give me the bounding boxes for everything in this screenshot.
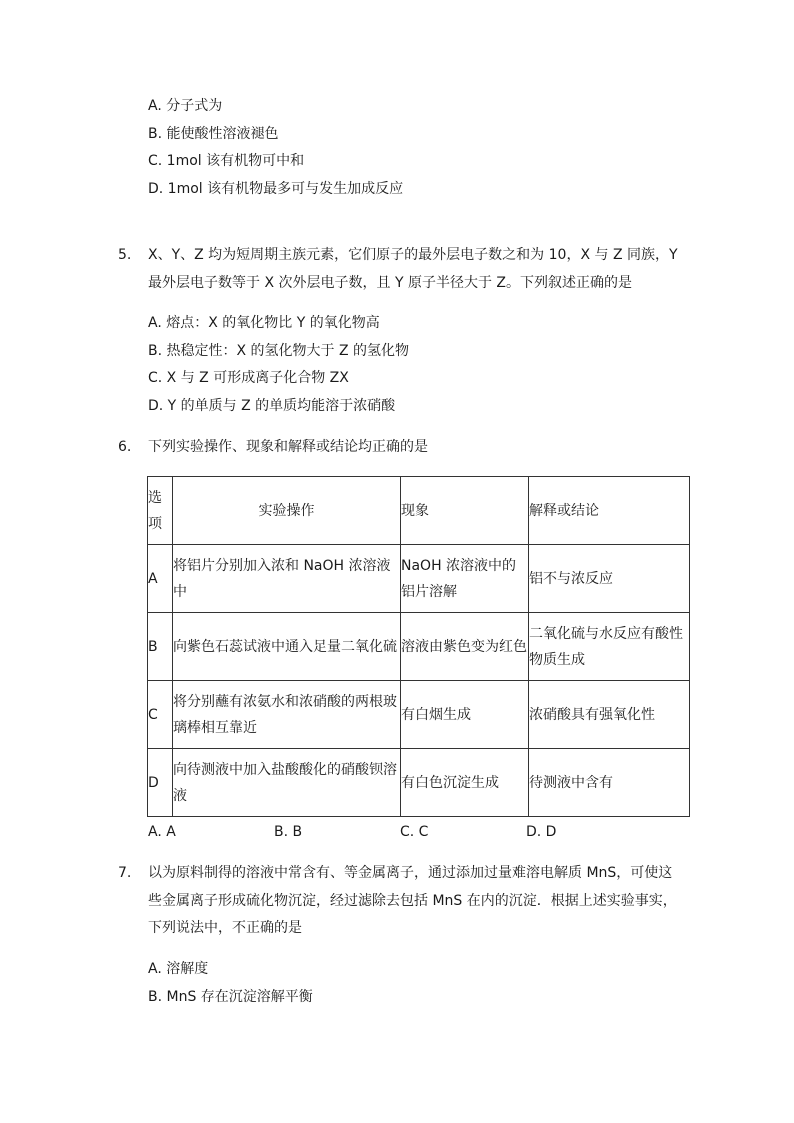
q5-option-c: C. X 与 Z 可形成离子化合物 ZX: [148, 370, 349, 386]
row-operation: 向待测液中加入盐酸酸化的硝酸钡溶液: [173, 749, 401, 817]
q7-option-a: A. 溶解度: [148, 961, 209, 977]
row-operation: 向紫色石蕊试液中通入足量二氧化硫: [173, 613, 401, 681]
row-conclusion: 待测液中含有: [529, 749, 690, 817]
q5-stem-line1: X、Y、Z 均为短周期主族元素，它们原子的最外层电子数之和为 10，X 与 Z 同族，Y: [148, 247, 678, 263]
q4-option-a: A. 分子式为: [148, 98, 223, 114]
table-row: [148, 749, 690, 817]
q7-stem-line3: 下列说法中，不正确的是: [148, 920, 302, 936]
table-row: [148, 545, 690, 613]
q7-option-b: B. MnS 存在沉淀溶解平衡: [148, 989, 313, 1005]
table-row: [148, 613, 690, 681]
row-conclusion: 铝不与浓反应: [529, 545, 690, 613]
table-header-row: [148, 477, 690, 545]
q5-number: 5.: [118, 247, 132, 263]
header-operation: 实验操作: [173, 477, 401, 545]
q5-stem-line2: 最外层电子数等于 X 次外层电子数，且 Y 原子半径大于 Z。下列叙述正确的是: [148, 275, 632, 291]
q4-option-c: C. 1mol 该有机物可中和: [148, 153, 305, 169]
row-phenomenon: NaOH 浓溶液中的铝片溶解: [401, 545, 529, 613]
row-operation: 将铝片分别加入浓和 NaOH 浓溶液中: [173, 545, 401, 613]
q5-option-a: A. 熔点：X 的氧化物比 Y 的氧化物高: [148, 315, 380, 331]
row-conclusion: 二氧化硫与水反应有酸性物质生成: [529, 613, 690, 681]
q7-stem-line2: 些金属离子形成硫化物沉淀，经过滤除去包括 MnS 在内的沉淀．根据上述实验事实，: [148, 893, 677, 909]
row-phenomenon: 溶液由紫色变为红色: [401, 613, 529, 681]
q7-number: 7.: [118, 865, 132, 881]
q5-option-b: B. 热稳定性：X 的氢化物大于 Z 的氢化物: [148, 343, 410, 359]
row-phenomenon: 有白烟生成: [401, 681, 529, 749]
row-option: B: [148, 613, 173, 681]
q6-answer-b: B. B: [274, 824, 303, 840]
q4-option-d: D. 1mol 该有机物最多可与发生加成反应: [148, 181, 404, 197]
header-option: 选项: [148, 477, 173, 545]
q7-stem-line1: 以为原料制得的溶液中常含有、等金属离子，通过添加过量难溶电解质 MnS，可使这: [148, 865, 673, 881]
q6-stem: 下列实验操作、现象和解释或结论均正确的是: [148, 439, 428, 455]
table-row: [148, 681, 690, 749]
row-conclusion: 浓硝酸具有强氧化性: [529, 681, 690, 749]
q6-number: 6.: [118, 439, 132, 455]
row-phenomenon: 有白色沉淀生成: [401, 749, 529, 817]
row-option: D: [148, 749, 173, 817]
row-operation: 将分别蘸有浓氨水和浓硝酸的两根玻璃棒相互靠近: [173, 681, 401, 749]
q4-option-b: B. 能使酸性溶液褪色: [148, 126, 279, 142]
q6-answer-a: A. A: [148, 824, 176, 840]
header-phenomenon: 现象: [401, 477, 529, 545]
q5-option-d: D. Y 的单质与 Z 的单质均能溶于浓硝酸: [148, 398, 396, 414]
row-option: A: [148, 545, 173, 613]
row-option: C: [148, 681, 173, 749]
experiment-table: [147, 476, 690, 817]
header-conclusion: 解释或结论: [529, 477, 690, 545]
q6-answer-c: C. C: [400, 824, 429, 840]
q6-answer-d: D. D: [526, 824, 557, 840]
